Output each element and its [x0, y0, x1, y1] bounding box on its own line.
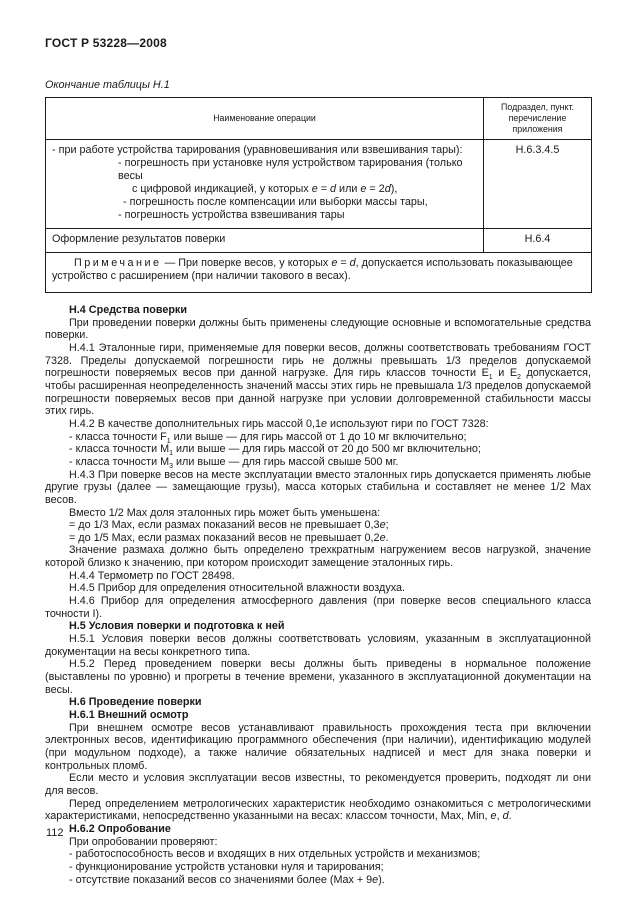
body-sections	[45, 304, 591, 886]
section-heading: Н.4 Средства поверки	[69, 304, 187, 316]
paragraph: Перед определением метрологических характеристик необходимо ознакомиться с метрологическими характеристиками, непосредственно указанными на весах: классом точности, Max, Min, e, d.	[45, 797, 591, 823]
list-item: - класса точности $M_3$ или выше — для гирь массой свыше 500 мг.	[69, 455, 399, 471]
list-item: - функционирование устройств установки нуля и тарирования;	[69, 860, 384, 873]
table-body	[46, 140, 592, 253]
reference-cell: Н.6.4	[484, 229, 592, 253]
paragraph: Значение размаха должно быть определено трехкратным нагружением весов нагрузкой, значение которой близко к значению, при котором происходит замещение эталонных гирь.	[45, 544, 591, 570]
column-header-reference: Подраздел, пункт. перечисление приложения	[484, 98, 592, 140]
page-number: 112	[46, 827, 64, 839]
table-row	[46, 140, 592, 229]
paragraph: При внешнем осмотре весов устанавливают правильность прохождения теста при включении электронных весов, идентификацию программного обеспечения (при наличии), идентификацию модулей (при модульном подходе), а также наличие обязательных надписей и мест для знака поверки и контрольных пломб.	[45, 721, 591, 772]
list-item: = до 1/5 Max, если размах показаний весов не превышает 0,2e.	[69, 531, 389, 544]
operation-cell	[46, 140, 484, 229]
reference-cell: Н.6.3.4.5	[484, 140, 592, 229]
operation-cell	[46, 229, 484, 253]
operation-line: - погрешность после компенсации или выборки массы тары,	[123, 196, 428, 208]
operation-line: Оформление результатов поверки	[52, 233, 226, 245]
list-item: - работоспособность весов и входящих в них отдельных устройств и механизмов;	[69, 848, 481, 861]
paragraph: Если место и условия эксплуатации весов известны, то рекомендуется проверить, подходят ли они для весов.	[45, 772, 591, 797]
paragraph: При проведении поверки должны быть применены следующие основные и вспомогательные средства поверки.	[45, 316, 591, 342]
operation-line: - погрешность устройства взвешивания тары	[118, 209, 345, 221]
table-note-cell	[46, 253, 592, 293]
document-header: ГОСТ Р 53228—2008	[45, 36, 167, 50]
note-label: Примечание	[74, 257, 162, 269]
section-heading: Н.6.2 Опробование	[69, 822, 171, 835]
table-row	[46, 229, 592, 253]
paragraph: Н.5.1 Условия поверки весов должны соответствовать условиям, указанным в эксплуатационной документации на весы конкретного типа.	[45, 633, 591, 658]
verification-operations-table	[45, 97, 592, 293]
paragraph: Н.5.2 Перед проведением поверки весы должны быть приведены в нормальное положение (выставлены по уровню) и прогреты в течение времени, указанного в эксплуатационной документации на весы.	[45, 658, 591, 696]
note-text: — При поверке весов, у которых e = d, допускается использовать показывающее устройство с расширением (при наличии такового в весах).	[52, 257, 573, 282]
table-header-row	[46, 98, 592, 140]
paragraph: Н.4.1 Эталонные гири, применяемые для поверки весов, должны соответствовать требованиям ГОСТ 7328. Пределы допускаемой погрешности гирь не должны превышать 1/3 пределов допускаемой погрешности поверяемых весов при данной нагрузке. Для гирь классов точности $E_1$ и $E_2$ допускается, чтобы расширенная неопределенность значений массы этих гирь не превышала 1/3 пределов допускаемой погрешности поверяемых весов при данной нагрузке при условии долговременной стабильности массы этих гирь.	[45, 341, 591, 418]
table-caption: Окончание таблицы Н.1	[45, 79, 170, 91]
list-item: Вместо 1/2 Max доля эталонных гирь может быть уменьшена:	[69, 506, 381, 519]
list-item: Н.4.5 Прибор для определения относительной влажности воздуха.	[69, 582, 406, 595]
section-heading: Н.6 Проведение поверки	[69, 696, 202, 709]
section-heading: Н.6.1 Внешний осмотр	[69, 709, 189, 721]
list-item: = до 1/3 Max, если размах показаний весов не превышает 0,3e;	[69, 519, 389, 532]
operation-line: с цифровой индикацией, у которых e = d или e = 2d),	[132, 183, 398, 195]
list-item: При опробовании проверяют:	[69, 835, 218, 848]
operation-line: - при работе устройства тарирования (уравновешивания или взвешивания тары):	[52, 144, 463, 156]
section-heading: Н.5 Условия поверки и подготовка к ней	[69, 620, 285, 633]
operation-line: - погрешность при установке нуля устройством тарирования (только весы	[118, 157, 463, 182]
list-item: - класса точности $F_1$ или выше — для гирь массой от 1 до 10 мг включительно;	[69, 430, 467, 445]
paragraph: Н.4.2 В качестве дополнительных гирь массой 0,1e используют гири по ГОСТ 7328:	[69, 417, 489, 430]
column-header-operation: Наименование операции	[46, 98, 484, 140]
list-item: Н.4.4 Термометр по ГОСТ 28498.	[69, 569, 235, 582]
table-note-row	[46, 253, 592, 293]
list-item: - отсутствие показаний весов со значениями более (Max + 9e).	[69, 873, 385, 886]
list-item: - класса точности $M_1$ или выше — для гирь массой от 20 до 500 мг включительно;	[69, 443, 481, 458]
paragraph: Н.4.3 При поверке весов на месте эксплуатации вместо эталонных гирь допускается применять любые другие грузы (далее — замещающие грузы), масса которых стабильна и составляет не менее 1/2 Max весов.	[45, 468, 591, 506]
paragraph: Н.4.6 Прибор для определения атмосферного давления (при поверке весов специального класса точности I).	[45, 595, 591, 620]
